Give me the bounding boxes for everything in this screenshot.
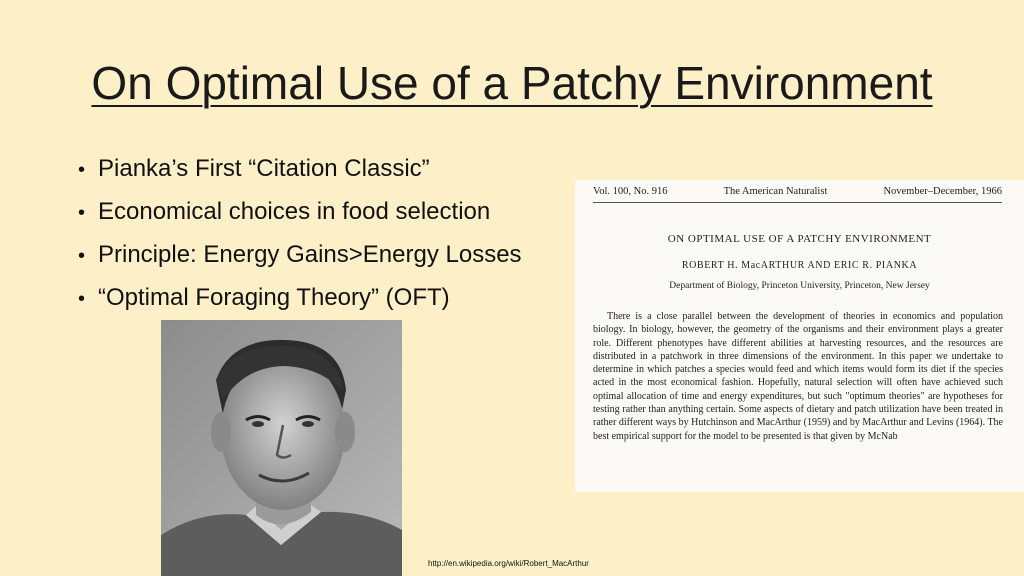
paper-authors: ROBERT H. MacARTHUR AND ERIC R. PIANKA bbox=[681, 260, 918, 271]
bullet-icon: • bbox=[78, 159, 86, 181]
bullet-text: “Optimal Foraging Theory” (OFT) bbox=[98, 284, 450, 311]
photo-source-link[interactable]: http://en.wikipedia.org/wiki/Robert_MacArthur bbox=[428, 559, 589, 568]
paper-title: ON OPTIMAL USE OF A PATCHY ENVIRONMENT bbox=[667, 233, 932, 245]
bullet-text: Economical choices in food selection bbox=[98, 198, 491, 225]
paper-header bbox=[593, 186, 1002, 203]
paper-excerpt bbox=[575, 180, 1024, 492]
paper-body: There is a close parallel between the development of theories in economics and population biology. In biology, however, the geometry of the organisms and their environment plays a greater role. Different phenotypes have different abilities at harvesting resources, and the resources are distributed in a patchwork in three dimensions of the environment. In this paper we undertake to determine in which patches a species would feed and which items would form its diet if the species acted in the most economical fashion. Hopefully, natural selection will often have achieved such optimal allocation of time and energy expenditures, but such "optimum theories" are hypotheses for testing rather than anything certain. Some aspects of dietary and patch utilization have been treated in rather different ways by Hutchinson and MacArthur (1959) and by MacArthur and Levins (1964). The best empirical support for the model to be presented is that given by McNab bbox=[593, 311, 1003, 442]
paper-affiliation: Department of Biology, Princeton University, Princeton, New Jersey bbox=[669, 281, 930, 291]
bullet-icon: • bbox=[78, 202, 86, 224]
bullet-item bbox=[78, 155, 522, 198]
bullet-item bbox=[78, 198, 522, 241]
paper-journal: The American Naturalist bbox=[723, 186, 828, 197]
slide-title: On Optimal Use of a Patchy Environment bbox=[91, 57, 933, 109]
bullet-list bbox=[78, 155, 522, 327]
portrait-photo bbox=[161, 320, 402, 576]
bullet-icon: • bbox=[78, 288, 86, 310]
paper-date: November–December, 1966 bbox=[883, 186, 1002, 197]
bullet-item bbox=[78, 241, 522, 284]
bullet-text: Pianka’s First “Citation Classic” bbox=[98, 155, 430, 182]
bullet-text: Principle: Energy Gains>Energy Losses bbox=[98, 241, 522, 268]
bullet-icon: • bbox=[78, 245, 86, 267]
portrait-photo-icon bbox=[161, 320, 402, 576]
paper-volume: Vol. 100, No. 916 bbox=[593, 186, 668, 197]
